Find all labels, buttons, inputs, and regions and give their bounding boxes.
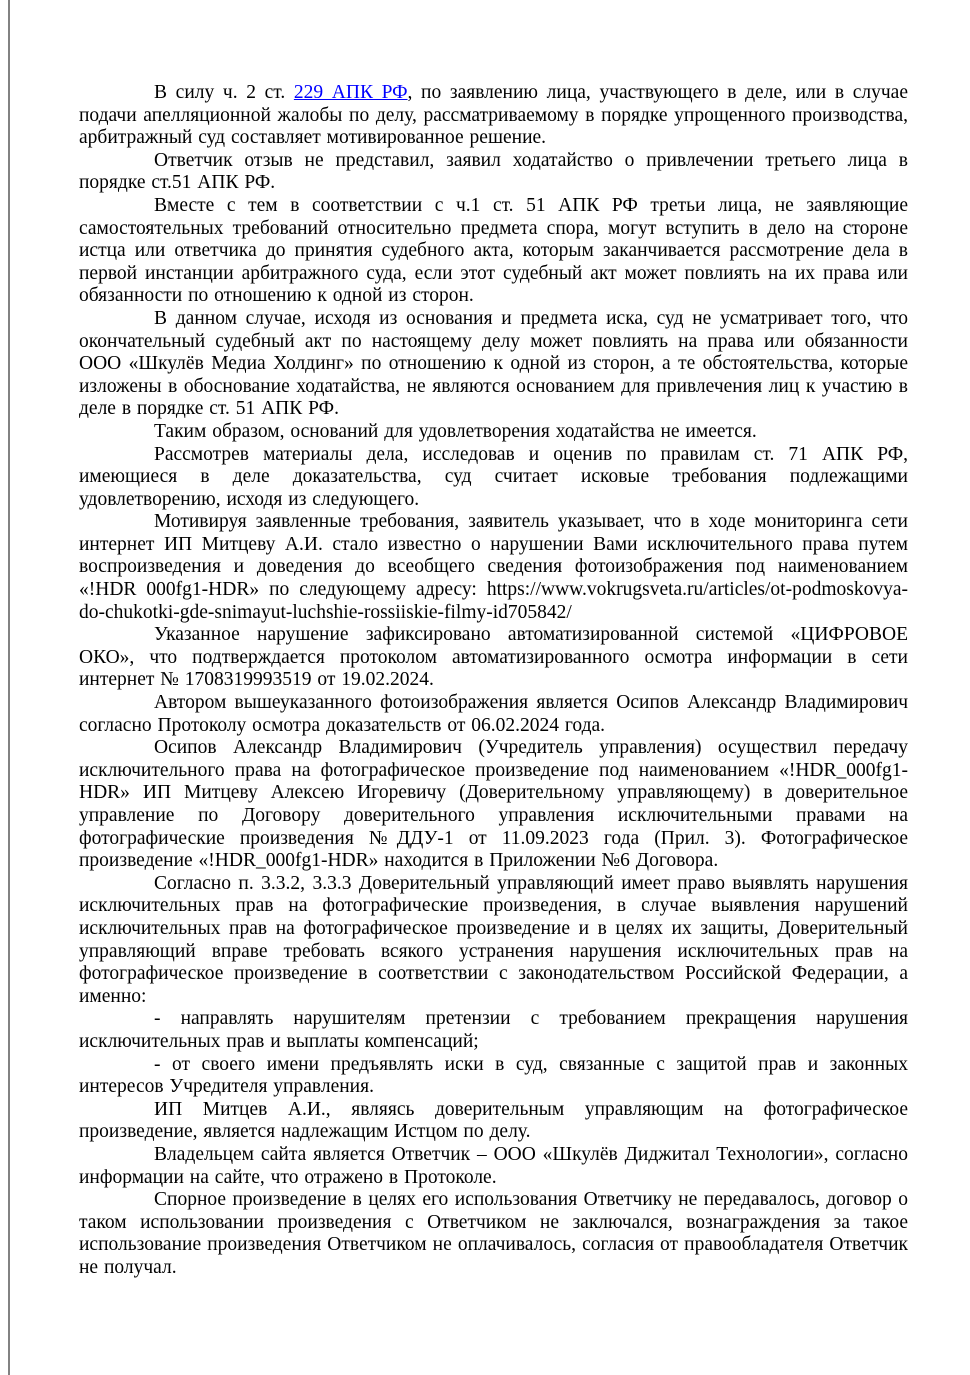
paragraph: Согласно п. 3.3.2, 3.3.3 Доверительный управляющий имеет право выявлять нарушения исключительных прав на фотографические произведения, в случае выявления нарушений исключительных прав на фотографическое произведение и в целях их защиты, Доверительный управляющий вправе требовать всякого устранения нарушения исключительных прав на фотографическое произведение в соответствии с законодательством Российской Федерации, а именно: <box>79 872 908 1007</box>
paragraph-text-before-link: В силу ч. 2 ст. <box>154 82 294 103</box>
paragraph: Вместе с тем в соответствии с ч.1 ст. 51 АПК РФ третьи лица, не заявляющие самостоятельных требований относительно предмета спора, могут вступить в дело на стороне истца или ответчика до принятия судебного акта, которым заканчивается рассмотрение дела в первой инстанции арбитражного суда, если этот судебный акт может повлиять на их права или обязанности по отношению к одной из сторон. <box>79 194 908 307</box>
paragraph: Владельцем сайта является Ответчик – ООО «Шкулёв Диджитал Технологии», согласно информации на сайте, что отражено в Протоколе. <box>79 1143 908 1188</box>
paragraph-with-link <box>79 82 908 150</box>
paragraph: Таким образом, оснований для удовлетворения ходатайства не имеется. <box>154 420 757 442</box>
paragraph: Указанное нарушение зафиксировано автоматизированной системой «ЦИФРОВОЕ ОКО», что подтверждается протоколом автоматизированного осмотра информации в сети интернет № 1708319993519 от 19.02.2024. <box>79 624 908 691</box>
paragraph: Спорное произведение в целях его использования Ответчику не передавалось, договор о таком использовании произведения с Ответчиком не заключался, вознаграждения за такое использование произведения Ответчиком не оплачивалось, согласия от правообладателя Ответчик не получал. <box>79 1189 908 1278</box>
paragraph: Рассмотрев материалы дела, исследовав и оценив по правилам ст. 71 АПК РФ, имеющиеся в деле доказательства, суд считает исковые требования подлежащими удовлетворению, исходя из следующего. <box>79 443 908 510</box>
paragraph: Осипов Александр Владимирович (Учредитель управления) осуществил передачу исключительного права на фотографическое произведение под наименованием «!HDR_000fg1-HDR» ИП Митцеву Алексею Игоревичу (Доверительному управляющему) в доверительное управление по Договору доверительного управления исключительными правами на фотографические произведения №ДДУ-1 от 11.09.2023 года (Прил. 3). Фотографическое произведение «!HDR_000fg1-HDR» находится в Приложении №6 Договора. <box>79 737 908 872</box>
page-edge-line <box>8 0 10 1375</box>
paragraph: ИП Митцев А.И., являясь доверительным управляющим на фотографическое произведение, является надлежащим Истцом по делу. <box>79 1098 908 1143</box>
document-body <box>79 82 908 1279</box>
paragraph-text-after-link: , по заявлению лица, участвующего в деле, или в случае подачи апелляционной жалобы по делу, рассматриваемому в порядке упрощенного производства, арбитражный суд составляет мотивированное решение. <box>79 82 908 149</box>
paragraph: - направлять нарушителям претензии с требованием прекращения нарушения исключительных прав и выплаты компенсаций; <box>79 1008 908 1052</box>
paragraphs-container <box>79 150 908 1280</box>
paragraph: В данном случае, исходя из основания и предмета иска, суд не усматривает того, что окончательный судебный акт по настоящему делу может повлиять на права или обязанности ООО «Шкулёв Медиа Холдинг» по отношению к одной из сторон, а те обстоятельства, которые изложены в обоснование ходатайства, не являются основанием для привлечения лиц к участию в деле в порядке ст. 51 АПК РФ. <box>79 307 908 420</box>
apk-229-link[interactable]: 229 АПК РФ <box>293 82 408 103</box>
paragraph: - от своего имени предъявлять иски в суд, связанные с защитой прав и законных интересов Учредителя управления. <box>79 1053 908 1098</box>
paragraph: Ответчик отзыв не представил, заявил ходатайство о привлечении третьего лица в порядке ст.51 АПК РФ. <box>79 149 908 194</box>
paragraph: Мотивируя заявленные требования, заявитель указывает, что в ходе мониторинга сети интернет ИП Митцеву А.И. стало известно о нарушении Вами исключительного права путем воспроизведения и доведения до всеобщего сведения фотоизображения под наименованием «!HDR 000fg1-HDR» по следующему адресу: https://www.vokrugsveta.ru/articles/ot-podmoskovya-do-chukotki-gde-snimayut-luchshie-rossiiskie-filmy-id705842/ <box>79 511 908 623</box>
paragraph: Автором вышеуказанного фотоизображения является Осипов Александр Владимирович согласно Протоколу осмотра доказательств от 06.02.2024 года. <box>79 692 908 736</box>
